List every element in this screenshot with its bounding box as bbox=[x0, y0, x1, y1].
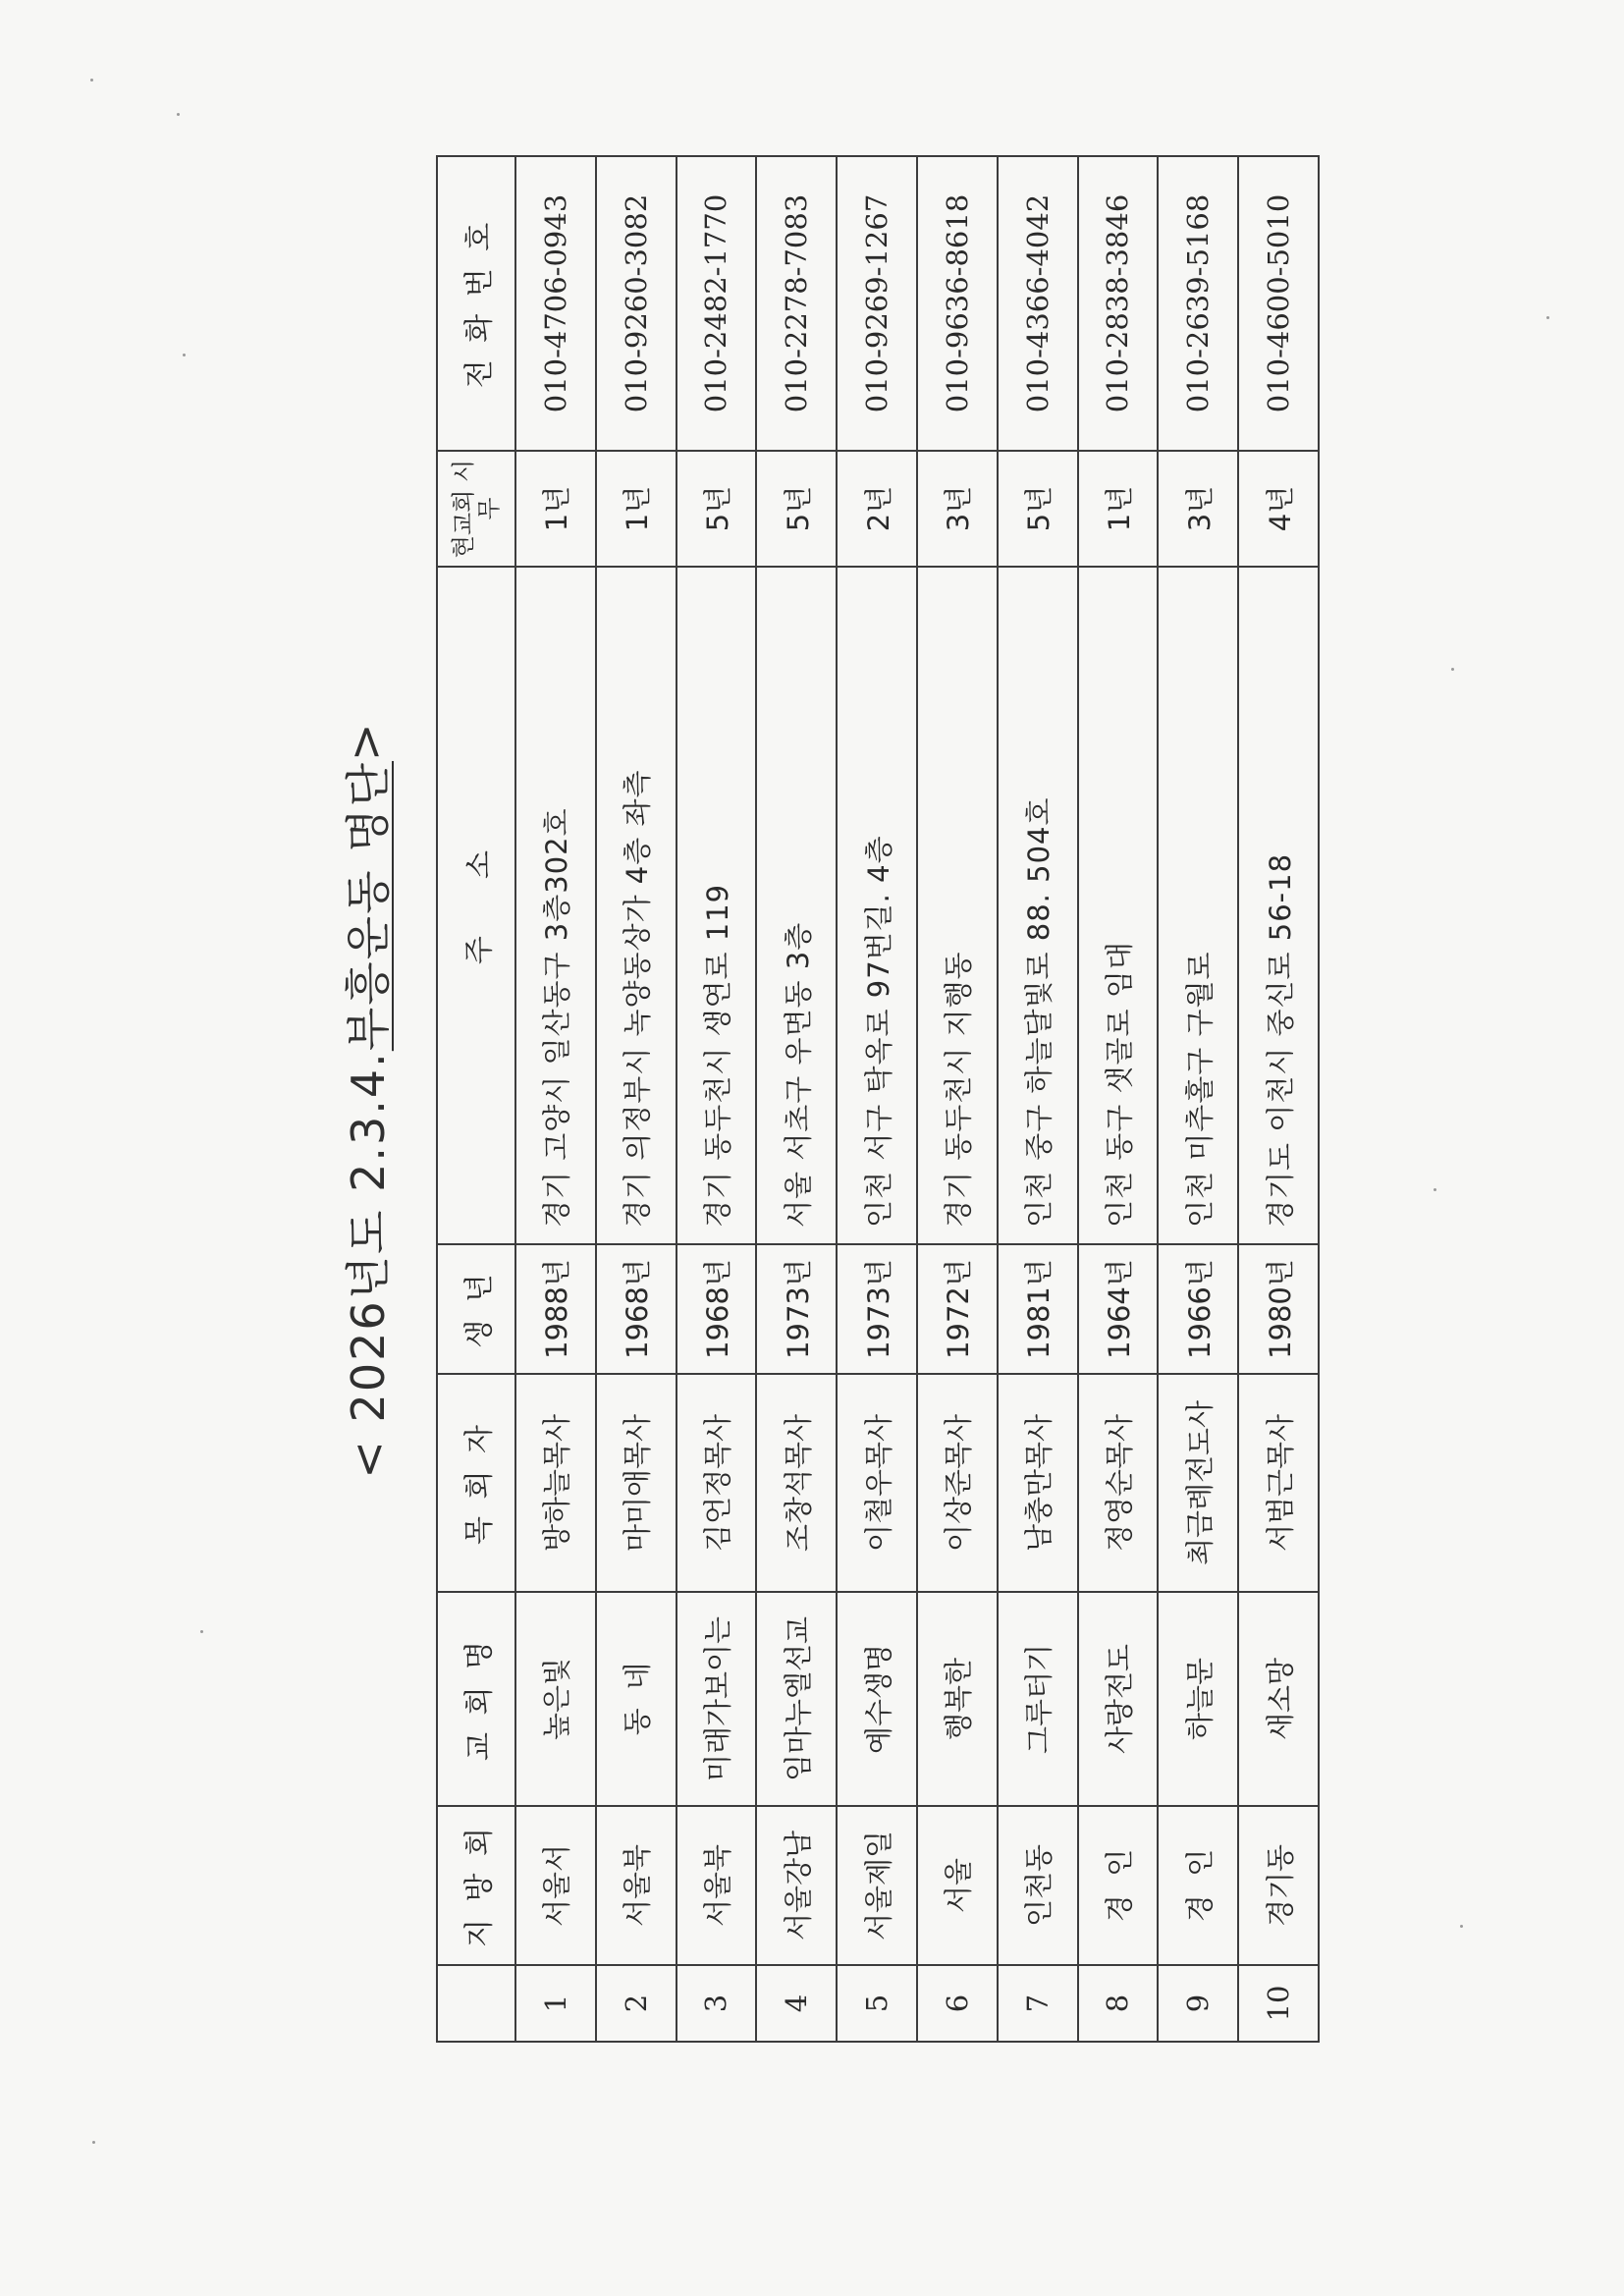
table-row bbox=[1078, 156, 1159, 2042]
district-cell: 서울강남 bbox=[756, 1806, 837, 1965]
row-number: 4 bbox=[756, 1965, 837, 2042]
address-cell: 서울 서초구 우면동 3층 bbox=[756, 567, 837, 1244]
phone-cell: 010-4706-0943 bbox=[515, 156, 596, 451]
tenure-cell: 4년 bbox=[1238, 451, 1319, 567]
pastor-cell: 최금례전도사 bbox=[1158, 1374, 1238, 1592]
address-cell: 경기 의정부시 녹양동상가 4층 좌측 bbox=[596, 567, 677, 1244]
header-no bbox=[437, 1965, 515, 2042]
header-address: 주 소 bbox=[437, 567, 515, 1244]
table-row bbox=[837, 156, 917, 2042]
church-name-cell: 사랑전도 bbox=[1078, 1592, 1159, 1806]
phone-cell: 010-2278-7083 bbox=[756, 156, 837, 451]
scan-speck bbox=[1546, 316, 1549, 319]
phone-cell: 010-9269-1267 bbox=[837, 156, 917, 451]
phone-cell: 010-2838-3846 bbox=[1078, 156, 1159, 451]
phone-cell: 010-2639-5168 bbox=[1158, 156, 1238, 451]
tenure-cell: 1년 bbox=[1078, 451, 1159, 567]
scan-speck bbox=[177, 113, 180, 116]
row-number: 3 bbox=[677, 1965, 757, 2042]
birth-year-cell: 1964년 bbox=[1078, 1244, 1159, 1374]
tenure-cell: 5년 bbox=[756, 451, 837, 567]
district-cell: 경 인 bbox=[1078, 1806, 1159, 1965]
row-number: 10 bbox=[1238, 1965, 1319, 2042]
church-name-cell: 새소망 bbox=[1238, 1592, 1319, 1806]
tenure-cell: 3년 bbox=[917, 451, 998, 567]
tenure-cell: 1년 bbox=[596, 451, 677, 567]
table-row bbox=[1238, 156, 1319, 2042]
header-birth: 생 년 bbox=[437, 1244, 515, 1374]
birth-year-cell: 1973년 bbox=[756, 1244, 837, 1374]
title-prefix: < 2026년도 2.3.4. bbox=[342, 1051, 395, 1479]
address-cell: 경기 동두천시 생연로 119 bbox=[677, 567, 757, 1244]
tenure-cell: 1년 bbox=[515, 451, 596, 567]
tenure-cell: 5년 bbox=[677, 451, 757, 567]
birth-year-cell: 1968년 bbox=[596, 1244, 677, 1374]
row-number: 7 bbox=[998, 1965, 1078, 2042]
table-row bbox=[998, 156, 1078, 2042]
birth-year-cell: 1980년 bbox=[1238, 1244, 1319, 1374]
phone-cell: 010-4600-5010 bbox=[1238, 156, 1319, 451]
title-suffix: > bbox=[339, 721, 392, 761]
pastor-cell: 방하늘목사 bbox=[515, 1374, 596, 1592]
table-header-row bbox=[437, 156, 515, 2042]
church-name-cell: 하늘문 bbox=[1158, 1592, 1238, 1806]
pastor-cell: 마미애목사 bbox=[596, 1374, 677, 1592]
revival-roster-table bbox=[436, 155, 1320, 2043]
district-cell: 인천동 bbox=[998, 1806, 1078, 1965]
scan-speck bbox=[90, 79, 93, 82]
pastor-cell: 이철우목사 bbox=[837, 1374, 917, 1592]
row-number: 2 bbox=[596, 1965, 677, 2042]
phone-cell: 010-4366-4042 bbox=[998, 156, 1078, 451]
tenure-cell: 2년 bbox=[837, 451, 917, 567]
header-district: 지 방 회 bbox=[437, 1806, 515, 1965]
row-number: 5 bbox=[837, 1965, 917, 2042]
table-row bbox=[515, 156, 596, 2042]
birth-year-cell: 1966년 bbox=[1158, 1244, 1238, 1374]
birth-year-cell: 1981년 bbox=[998, 1244, 1078, 1374]
birth-year-cell: 1973년 bbox=[837, 1244, 917, 1374]
address-cell: 인천 미추홀구 구월로 bbox=[1158, 567, 1238, 1244]
scan-speck bbox=[183, 354, 186, 356]
scan-speck bbox=[92, 2141, 95, 2144]
address-cell: 인천 서구 탁옥로 97번길. 4층 bbox=[837, 567, 917, 1244]
address-cell: 인천 중구 하늘달빛로 88. 504호 bbox=[998, 567, 1078, 1244]
pastor-cell: 정영순목사 bbox=[1078, 1374, 1159, 1592]
rotated-document bbox=[306, 157, 1297, 2043]
table-row bbox=[756, 156, 837, 2042]
birth-year-cell: 1972년 bbox=[917, 1244, 998, 1374]
birth-year-cell: 1988년 bbox=[515, 1244, 596, 1374]
table-row bbox=[596, 156, 677, 2042]
row-number: 6 bbox=[917, 1965, 998, 2042]
title-underlined: 부흥운동 명단 bbox=[342, 760, 395, 1052]
district-cell: 서울북 bbox=[596, 1806, 677, 1965]
address-cell: 인천 동구 샛골로 임대 bbox=[1078, 567, 1159, 1244]
district-cell: 경기동 bbox=[1238, 1806, 1319, 1965]
church-name-cell: 그루터기 bbox=[998, 1592, 1078, 1806]
address-cell: 경기도 이천시 중신로 56-18 bbox=[1238, 567, 1319, 1244]
row-number: 8 bbox=[1078, 1965, 1159, 2042]
document-title bbox=[306, 157, 424, 2043]
pastor-cell: 서범근목사 bbox=[1238, 1374, 1319, 1592]
header-church: 교 회 명 bbox=[437, 1592, 515, 1806]
church-name-cell: 임마누엘선교 bbox=[756, 1592, 837, 1806]
phone-cell: 010-9636-8618 bbox=[917, 156, 998, 451]
address-cell: 경기 고양시 일산동구 3층302호 bbox=[515, 567, 596, 1244]
header-years: 현교회 시무 bbox=[437, 451, 515, 567]
scan-speck bbox=[200, 1630, 203, 1633]
district-cell: 서울북 bbox=[677, 1806, 757, 1965]
pastor-cell: 이상준목사 bbox=[917, 1374, 998, 1592]
scan-speck bbox=[1434, 1188, 1436, 1191]
scan-speck bbox=[1451, 668, 1454, 671]
church-name-cell: 미래가보이는 bbox=[677, 1592, 757, 1806]
phone-cell: 010-2482-1770 bbox=[677, 156, 757, 451]
header-pastor: 목 회 자 bbox=[437, 1374, 515, 1592]
pastor-cell: 조창석목사 bbox=[756, 1374, 837, 1592]
church-name-cell: 예수생명 bbox=[837, 1592, 917, 1806]
district-cell: 경 인 bbox=[1158, 1806, 1238, 1965]
church-name-cell: 동 네 bbox=[596, 1592, 677, 1806]
tenure-cell: 5년 bbox=[998, 451, 1078, 567]
table-row bbox=[1158, 156, 1238, 2042]
table-row bbox=[677, 156, 757, 2042]
phone-cell: 010-9260-3082 bbox=[596, 156, 677, 451]
tenure-cell: 3년 bbox=[1158, 451, 1238, 567]
scan-speck bbox=[1460, 1925, 1463, 1928]
birth-year-cell: 1968년 bbox=[677, 1244, 757, 1374]
table-row bbox=[917, 156, 998, 2042]
district-cell: 서울서 bbox=[515, 1806, 596, 1965]
row-number: 1 bbox=[515, 1965, 596, 2042]
church-name-cell: 높은빛 bbox=[515, 1592, 596, 1806]
row-number: 9 bbox=[1158, 1965, 1238, 2042]
church-name-cell: 행복한 bbox=[917, 1592, 998, 1806]
district-cell: 서울 bbox=[917, 1806, 998, 1965]
header-phone: 전 화 번 호 bbox=[437, 156, 515, 451]
pastor-cell: 김언정목사 bbox=[677, 1374, 757, 1592]
district-cell: 서울제일 bbox=[837, 1806, 917, 1965]
pastor-cell: 남충만목사 bbox=[998, 1374, 1078, 1592]
address-cell: 경기 동두천시 지행동 bbox=[917, 567, 998, 1244]
